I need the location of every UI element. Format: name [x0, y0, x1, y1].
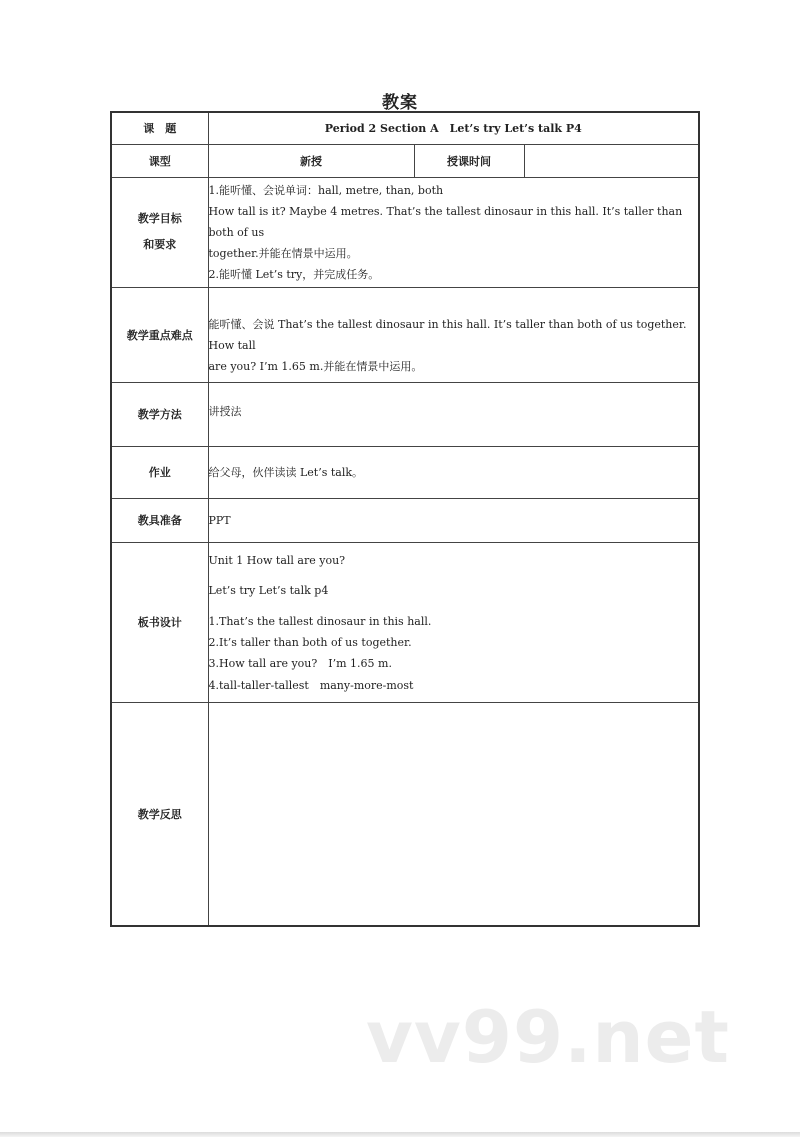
watermark-text: vv99.net — [366, 995, 730, 1079]
homework-label: 作业 — [111, 446, 208, 498]
class-time-label: 授课时间 — [414, 144, 524, 177]
board-line: 4.tall-taller-tallest many-more-most — [208, 678, 414, 692]
materials-label: 教具准备 — [111, 498, 208, 542]
topic-label: 课 题 — [111, 112, 208, 144]
homework-value: 给父母，伙伴读读 Let’s talk。 — [208, 446, 699, 498]
lesson-plan-table — [110, 111, 700, 927]
board-line: Let’s try Let’s talk p4 — [208, 583, 329, 597]
reflection-value — [208, 702, 699, 926]
board-line: 3.How tall are you? I’m 1.65 m. — [208, 656, 392, 670]
table-row-method — [111, 382, 699, 446]
board-line: 1.That’s the tallest dinosaur in this hall. — [208, 614, 432, 628]
board-line: Unit 1 How tall are you? — [208, 553, 346, 567]
key-points-label: 教学重点难点 — [111, 287, 208, 382]
table-row-materials — [111, 498, 699, 542]
reflection-label: 教学反思 — [111, 702, 208, 926]
objectives-content — [208, 177, 699, 287]
board-line: 2.It’s taller than both of us together. — [208, 635, 412, 649]
method-value: 讲授法 — [208, 382, 699, 446]
document-title: 教案 — [382, 93, 418, 113]
objectives-line: 1.能听懂、会说单词：hall, metre, than, both — [208, 183, 444, 197]
objectives-line: 2.能听懂 Let’s try，并完成任务。 — [208, 267, 380, 281]
table-row-homework — [111, 446, 699, 498]
method-label: 教学方法 — [111, 382, 208, 446]
key-points-line: are you? I’m 1.65 m.并能在情景中运用。 — [208, 359, 423, 373]
table-row-reflection — [111, 702, 699, 926]
table-row-key-points — [111, 287, 699, 382]
table-row-board — [111, 542, 699, 702]
type-label: 课型 — [111, 144, 208, 177]
class-time-value — [524, 144, 699, 177]
board-content — [208, 542, 699, 702]
objectives-label-line2: 和要求 — [143, 238, 177, 251]
objectives-line: How tall is it? Maybe 4 metres. That’s the tallest dinosaur in this hall. It’s taller than both of us — [208, 204, 683, 239]
table-row-topic — [111, 112, 699, 144]
key-points-content — [208, 287, 699, 382]
type-value: 新授 — [208, 144, 414, 177]
topic-value: Period 2 Section A Let’s try Let’s talk P4 — [208, 112, 699, 144]
objectives-label-line1: 教学目标 — [137, 212, 182, 225]
materials-value: PPT — [208, 498, 699, 542]
board-label: 板书设计 — [111, 542, 208, 702]
table-row-objectives — [111, 177, 699, 287]
objectives-label — [111, 177, 208, 287]
table-row-type — [111, 144, 699, 177]
objectives-line: together.并能在情景中运用。 — [208, 246, 358, 260]
page-edge — [0, 1132, 800, 1137]
key-points-line: 能听懂、会说 That’s the tallest dinosaur in this hall. It’s taller than both of us together. How tall — [208, 317, 687, 352]
